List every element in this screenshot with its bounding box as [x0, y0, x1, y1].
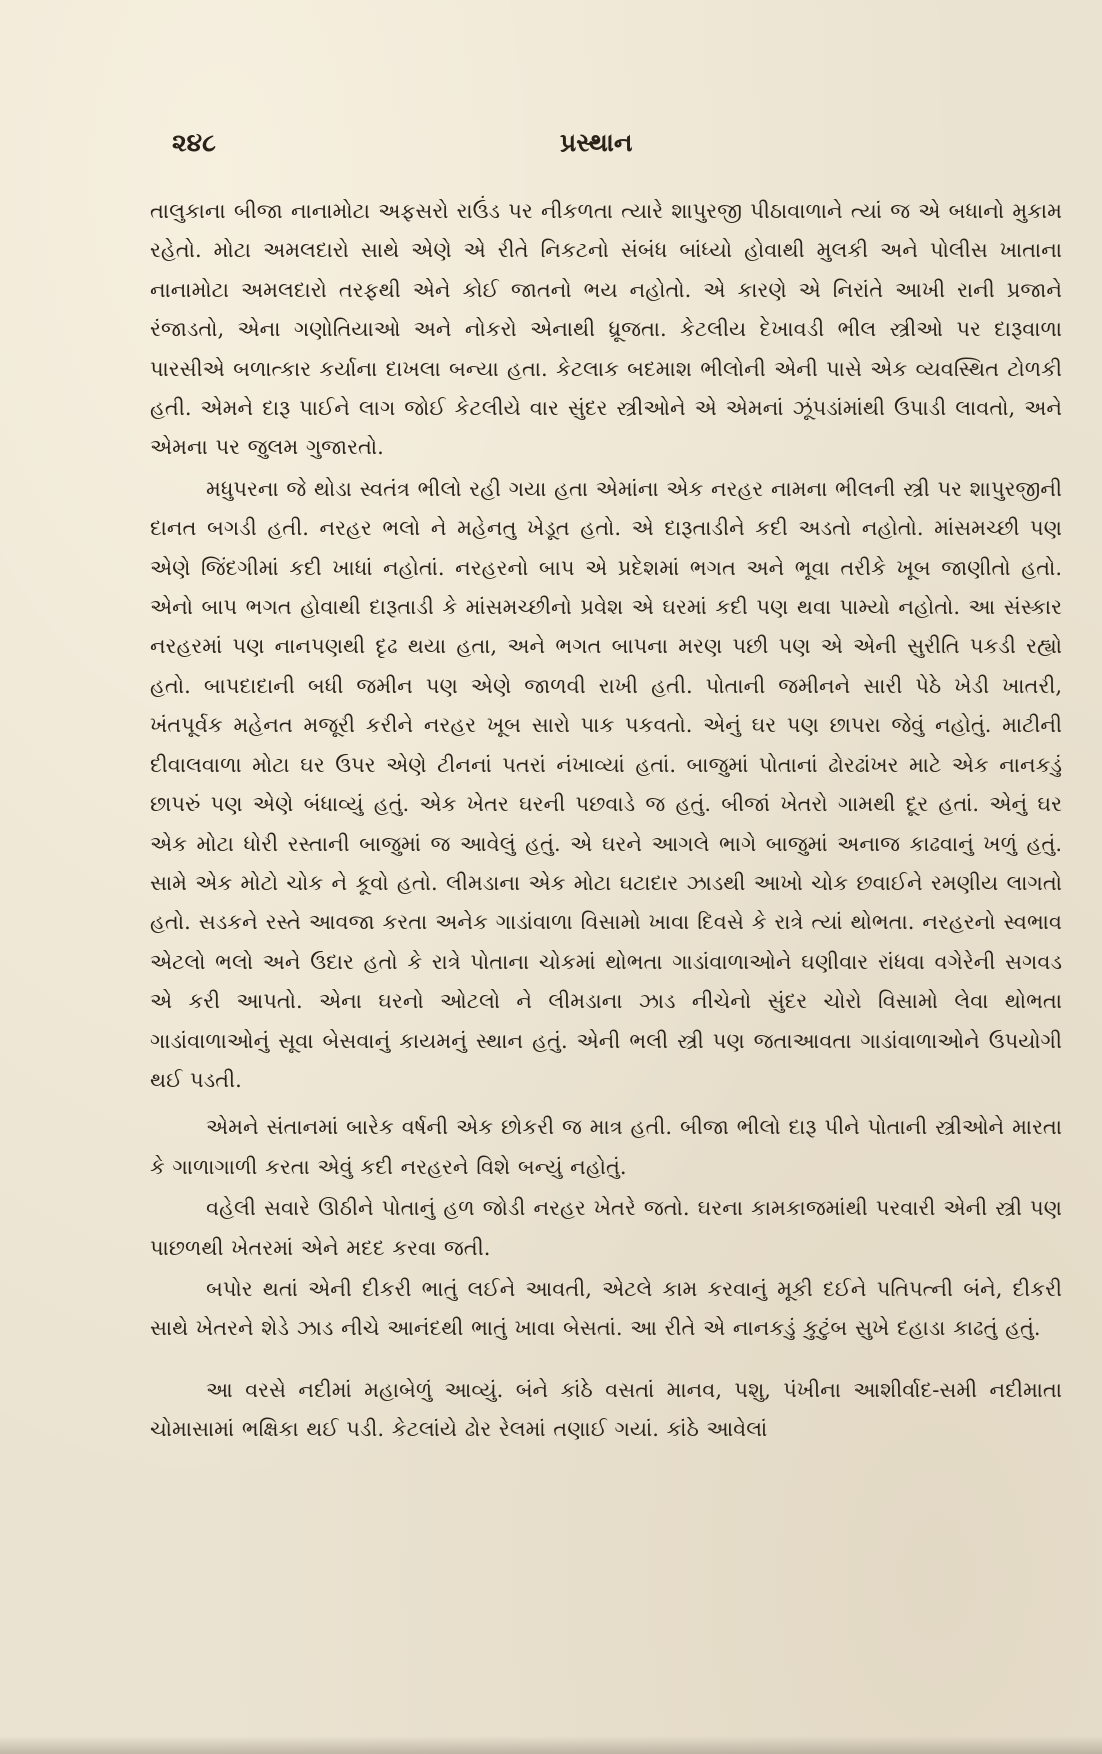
page-bottom-shadow: [0, 1736, 1102, 1754]
paragraph-5: બપોર થતાં એની દીકરી ભાતું લઈને આવતી, એટલે કામ કરવાનું મૂકી દઈને પતિપત્ની બંને, દીકરી સાથે ખેતરને શેડે ઝાડ નીચે આનંદથી ભાતું ખાવા બેસતાં. આ રીતે એ નાનકડું કુટુંબ સુખે દહાડા કાઢતું હતું.: [150, 1276, 1062, 1341]
running-title: પ્રસ્થાન: [560, 128, 633, 157]
paragraph-4: વહેલી સવારે ઊઠીને પોતાનું હળ જોડી નરહર ખેતરે જતો. ઘરના કામકાજમાંથી પરવારી એની સ્ત્રી પણ પાછળથી ખેતરમાં એને મદદ કરવા જતી.: [150, 1196, 1062, 1260]
page-header: [0, 128, 1102, 168]
page-number: ૨૪૮: [172, 128, 216, 157]
paragraph-2: મધુપરના જે થોડા સ્વતંત્ર ભીલો રહી ગયા હતા એમાંના એક નરહર નામના ભીલની સ્ત્રી પર શાપુરજીની દાનત બગડી હતી. નરહર ભલો ને મહેનતુ ખેડૂત હતો. એ દારૂતાડીને કદી અડતો નહોતો. માંસમચ્છી પણ એણે જિંદગીમાં કદી ખાધાં નહોતાં. નરહરનો બાપ એ પ્રદેશમાં ભગત અને ભૂવા તરીકે ખૂબ જાણીતો હતો. એનો બાપ ભગત હોવાથી દારૂતાડી કે માંસમચ્છીનો પ્રવેશ એ ઘરમાં કદી પણ થવા પામ્યો નહોતો. આ સંસ્કાર નરહરમાં પણ નાનપણથી દૃઢ થયા હતા, અને ભગત બાપના મરણ પછી પણ એ એની સુરીતિ પકડી રહ્યો હતો. બાપદાદાની બધી જમીન પણ એણે જાળવી રાખી હતી. પોતાની જમીનને સારી પેઠે ખેડી ખાતરી, ખંતપૂર્વક મહેનત મજૂરી કરીને નરહર ખૂબ સારો પાક પકવતો. એનું ઘર પણ છાપરા જેવું નહોતું. માટીની દીવાલવાળા મોટા ઘર ઉપર એણે ટીનનાં પતરાં નંખાવ્યાં હતાં. બાજુમાં પોતાનાં ઢોરઢાંખર માટે એક નાનકડું છાપરું પણ એણે બંધાવ્યું હતું. એક ખેતર ઘરની પછવાડે જ હતું. બીજાં ખેતરો ગામથી દૂર હતાં. એનું ઘર એક મોટા ધોરી રસ્તાની બાજુમાં જ આવેલું હતું. એ ઘરને આગલે ભાગે બાજુમાં અનાજ કાઢવાનું ખળું હતું. સામે એક મોટો ચોક ને કૂવો હતો. લીમડાના એક મોટા ઘટાદાર ઝાડથી આખો ચોક છવાઈને રમણીય લાગતો હતો. સડકને રસ્તે આવજા કરતા અનેક ગાડાંવાળા વિસામો ખાવા દિવસે કે રાત્રે ત્યાં થોભતા. નરહરનો સ્વભાવ એટલો ભલો અને ઉદાર હતો કે રાત્રે પોતાના ચોકમાં થોભતા ગાડાંવાળાઓને ઘણીવાર રાંધવા વગેરેની સગવડ એ કરી આપતો. એના ઘરનો ઓટલો ને લીમડાના ઝાડ નીચેનો સુંદર ચોરો વિસામો લેવા થોભતા ગાડાંવાળાઓનું સૂવા બેસવાનું કાયમનું સ્થાન હતું. એની ભલી સ્ત્રી પણ જતાઆવતા ગાડાંવાળાઓને ઉપયોગી થઈ પડતી.: [150, 476, 1062, 1092]
body-text: [150, 192, 1062, 1450]
paragraph-6: આ વરસે નદીમાં મહાબેળું આવ્યું. બંને કાંઠે વસતાં માનવ, પશુ, પંખીના આશીર્વાદ-સમી નદીમાતા ચોમાસામાં ભક્ષિકા થઈ પડી. કેટલાંયે ઢોર રેલમાં તણાઈ ગયાં. કાંઠે આવેલાં: [150, 1377, 1062, 1442]
paragraph-3: એમને સંતાનમાં બારેક વર્ષની એક છોકરી જ માત્ર હતી. બીજા ભીલો દારૂ પીને પોતાની સ્ત્રીઓને મારતા કે ગાળાગાળી કરતા એવું કદી નરહરને વિશે બન્યું નહોતું.: [150, 1115, 1062, 1179]
paragraph-1: તાલુકાના બીજા નાનામોટા અફસરો રાઉંડ પર નીકળતા ત્યારે શાપુરજી પીઠાવાળાને ત્યાં જ એ બધાનો મુકામ રહેતો. મોટા અમલદારો સાથે એણે એ રીતે નિકટનો સંબંધ બાંધ્યો હોવાથી મુલકી અને પોલીસ ખાતાના નાનામોટા અમલદારો તરફથી એને કોઈ જાતનો ભય નહોતો. એ કારણે એ નિરાંતે આખી રાની પ્રજાને રંજાડતો, એના ગણોતિયાઓ અને નોકરો એનાથી ધ્રૂજતા. કેટલીય દેખાવડી ભીલ સ્ત્રીઓ પર દારૂવાળા પારસીએ બળાત્કાર કર્યાના દાખલા બન્યા હતા. કેટલાક બદમાશ ભીલોની એની પાસે એક વ્યવસ્થિત ટોળકી હતી. એમને દારૂ પાઈને લાગ જોઈ કેટલીયે વાર સુંદર સ્ત્રીઓને એ એમનાં ઝૂંપડાંમાંથી ઉપાડી લાવતો, અને એમના પર જુલમ ગુજારતો.: [150, 199, 1062, 460]
